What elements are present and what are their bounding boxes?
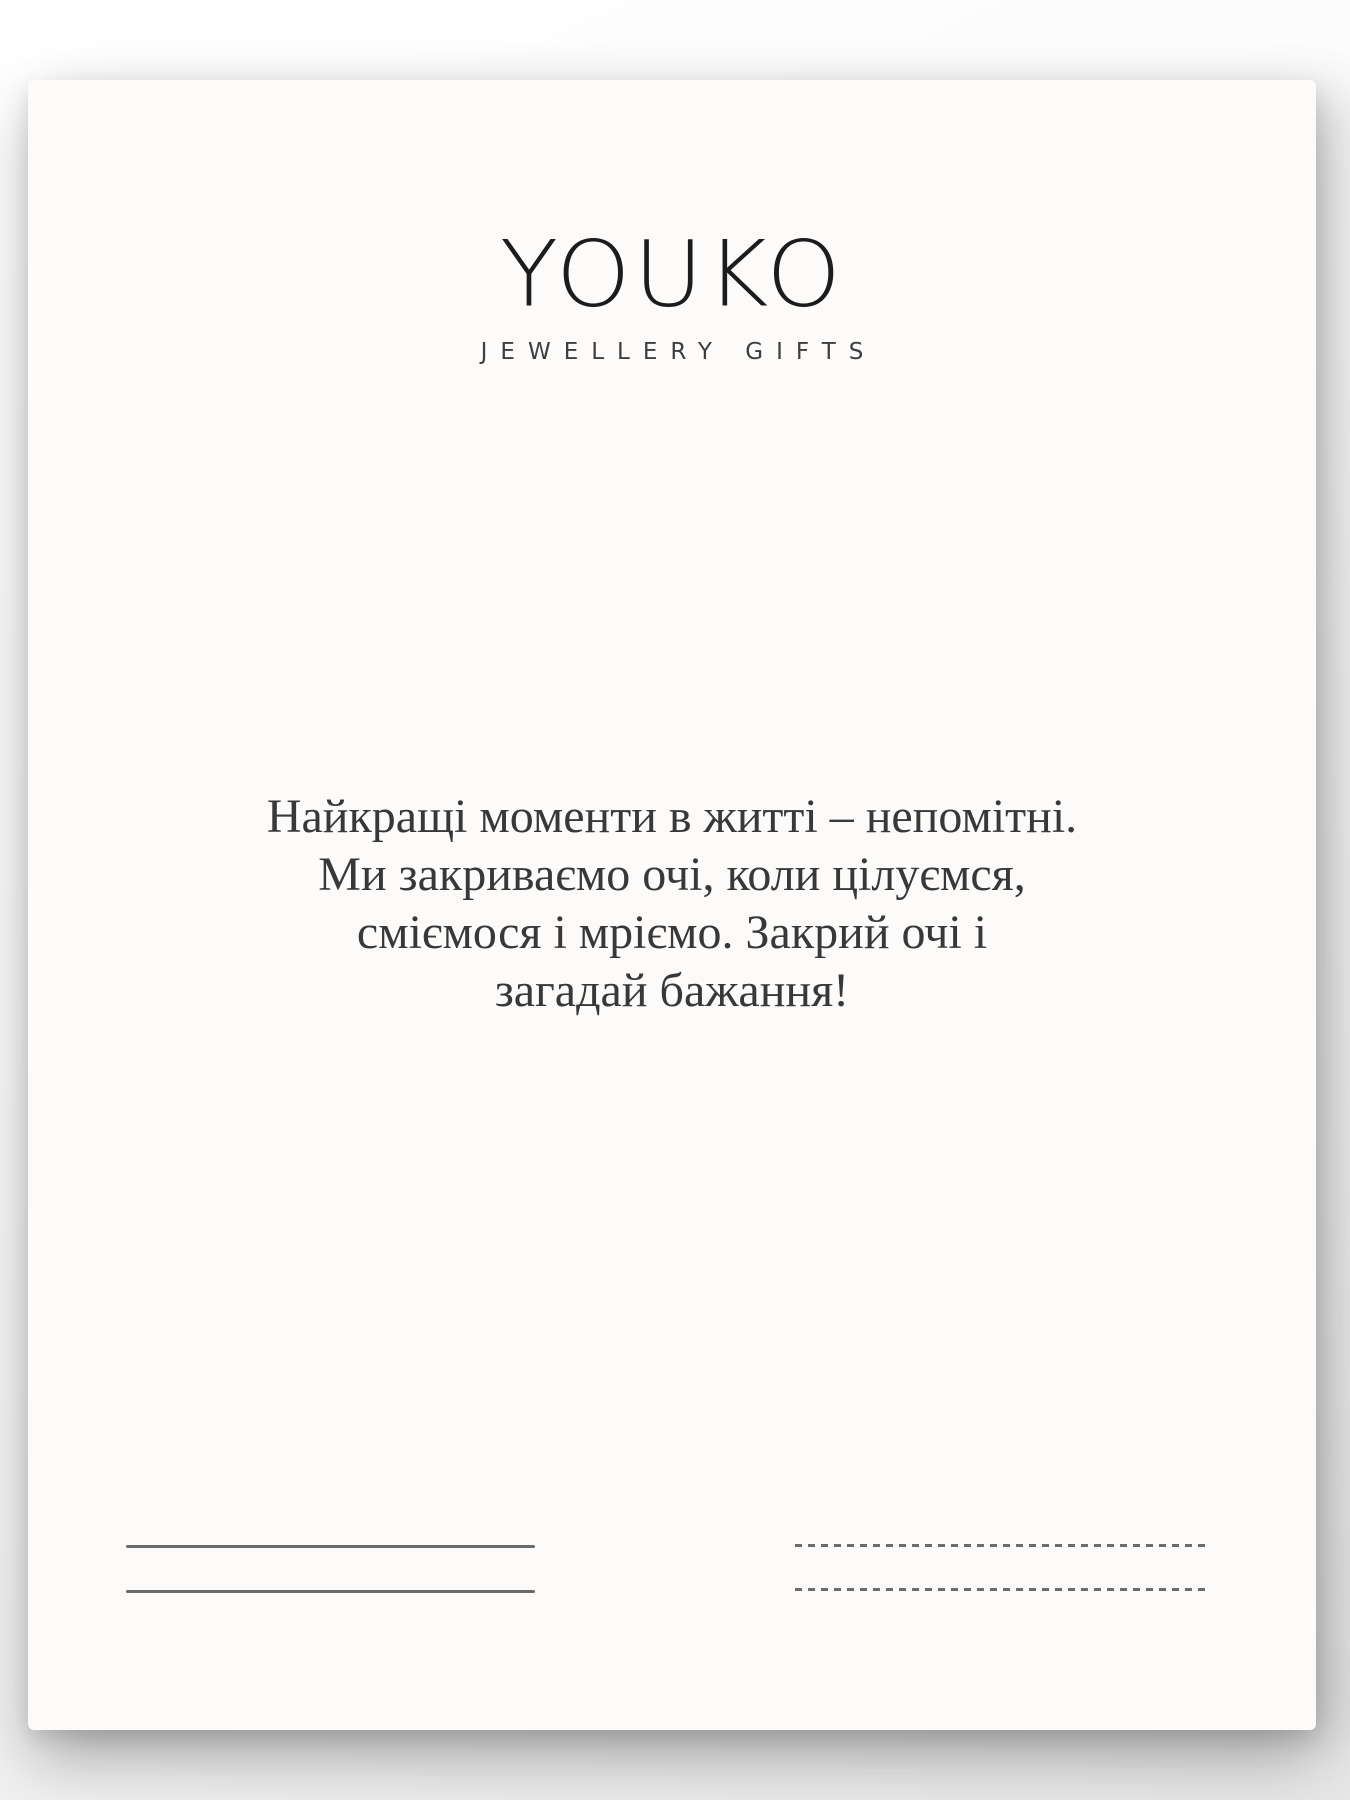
gift-card	[28, 80, 1316, 1730]
message-line-3: сміємося і мріємо. Закрий очі і	[356, 906, 988, 959]
signature-line-dashed-1	[795, 1544, 1211, 1547]
brand-tagline: JEWELLERY GIFTS	[480, 339, 877, 365]
brand-block	[28, 222, 1316, 365]
signature-line-solid-1	[126, 1545, 535, 1548]
signature-line-solid-2	[126, 1590, 535, 1593]
message-block	[28, 788, 1316, 1020]
message-line-4: загадай бажання!	[494, 964, 850, 1017]
signature-line-dashed-2	[795, 1588, 1211, 1591]
message-line-1: Найкращі моменти в житті – непомітні.	[266, 790, 1078, 843]
message-line-2: Ми закриваємо очі, коли цілуємся,	[318, 848, 1026, 901]
brand-logo: YOUKO	[499, 222, 845, 328]
